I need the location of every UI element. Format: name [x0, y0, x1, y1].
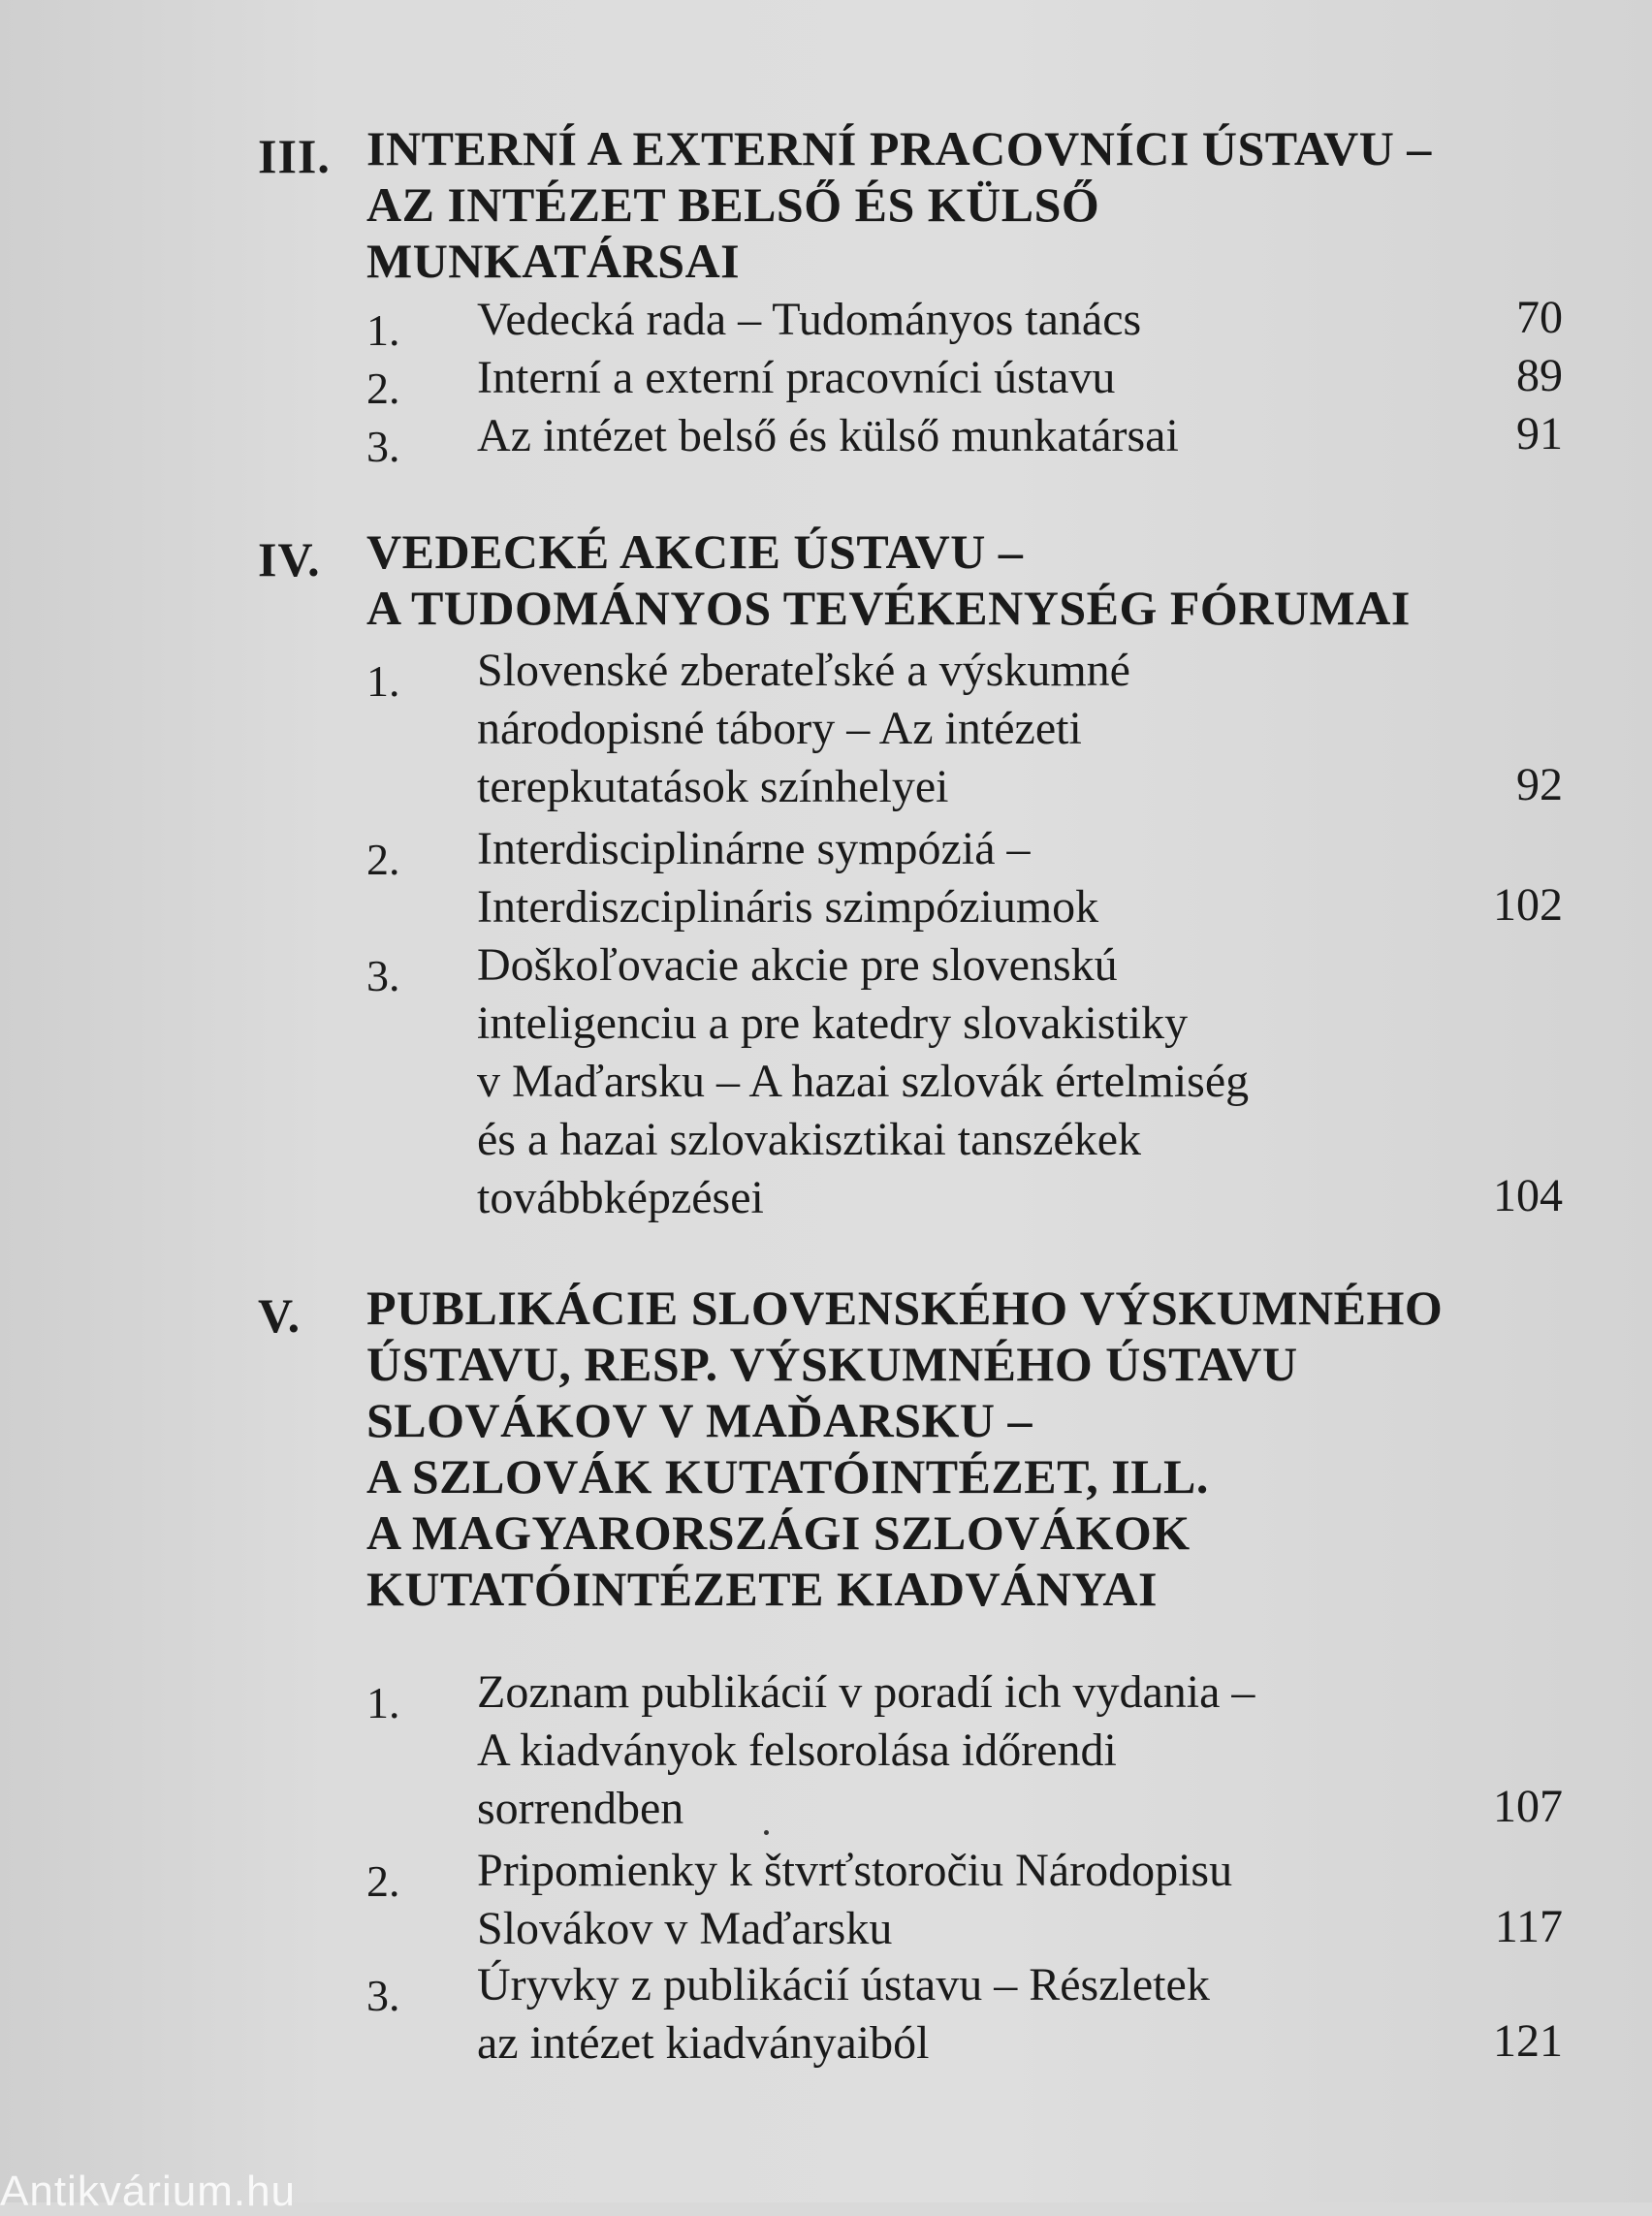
- entry-title-line: Interní a externí pracovníci ústavu: [477, 352, 1116, 403]
- heading-line: A SZLOVÁK KUTATÓINTÉZET, ILL.: [366, 1449, 1209, 1504]
- entry-title-line: Interdiszciplináris szimpóziumok: [477, 881, 1099, 933]
- entry-number: 3.: [366, 422, 400, 471]
- entry-page-number: 107: [1493, 1781, 1563, 1832]
- entry-page-number: 104: [1493, 1170, 1563, 1221]
- entry-number: 1.: [366, 1678, 400, 1727]
- entry-title: [477, 936, 1446, 1227]
- entry-number: 1.: [366, 656, 400, 706]
- heading-line: MUNKATÁRSAI: [366, 234, 741, 288]
- section-heading: [366, 1280, 1578, 1617]
- entry-title: [477, 407, 1446, 465]
- section-heading: [366, 120, 1578, 289]
- entry-title-line: Az intézet belső és külső munkatársai: [477, 410, 1179, 461]
- heading-line: ÚSTAVU, RESP. VÝSKUMNÉHO ÚSTAVU: [366, 1337, 1298, 1391]
- entry-number: 1.: [366, 305, 400, 355]
- entry-page-number: 117: [1494, 1901, 1563, 1952]
- entry-title: [477, 1663, 1446, 1838]
- entry-page-number: 91: [1516, 408, 1563, 459]
- heading-line: A TUDOMÁNYOS TEVÉKENYSÉG FÓRUMAI: [366, 581, 1411, 635]
- entry-page-number: 121: [1493, 2015, 1563, 2067]
- heading-line: SLOVÁKOV V MAĎARSKU –: [366, 1393, 1032, 1447]
- entry-title-line: Vedecká rada – Tudományos tanács: [477, 294, 1142, 345]
- watermark-text: Antikvárium.hu: [0, 2168, 297, 2215]
- entry-title-line: terepkutatások színhelyei: [477, 761, 949, 812]
- heading-line: A MAGYARORSZÁGI SZLOVÁKOK: [366, 1505, 1191, 1560]
- entry-page-number: 92: [1516, 759, 1563, 810]
- heading-line: VEDECKÉ AKCIE ÚSTAVU –: [366, 524, 1024, 579]
- entry-title-line: Zoznam publikácií v poradí ich vydania –: [477, 1666, 1255, 1718]
- entry-title: [477, 291, 1446, 349]
- entry-title: [477, 642, 1446, 816]
- entry-number: 3.: [366, 951, 400, 1000]
- entry-title-line: az intézet kiadványaiból: [477, 2017, 930, 2069]
- entry-title-line: inteligenciu a pre katedry slovakistiky: [477, 997, 1189, 1049]
- heading-line: KUTATÓINTÉZETE KIADVÁNYAI: [366, 1562, 1158, 1616]
- entry-title-line: Slovákov v Maďarsku: [477, 1903, 893, 1954]
- entry-title: [477, 1956, 1446, 2073]
- section-numeral: V.: [258, 1288, 302, 1343]
- entry-title-line: Úryvky z publikácií ústavu – Részletek: [477, 1959, 1210, 2010]
- entry-title: [477, 1842, 1446, 1958]
- entry-page-number: 89: [1516, 350, 1563, 401]
- entry-number: 2.: [366, 835, 400, 884]
- ink-speck: [764, 1830, 769, 1835]
- entry-number: 2.: [366, 1856, 400, 1906]
- entry-title: [477, 820, 1446, 936]
- entry-page-number: 102: [1493, 879, 1563, 931]
- entry-title-line: A kiadványok felsorolása időrendi: [477, 1725, 1117, 1776]
- entry-title-line: v Maďarsku – A hazai szlovák értelmiség: [477, 1056, 1250, 1107]
- section-heading: [366, 523, 1578, 636]
- entry-title-line: národopisné tábory – Az intézeti: [477, 703, 1082, 754]
- entry-title-line: sorrendben: [477, 1783, 684, 1834]
- section-numeral: III.: [258, 129, 331, 183]
- section-numeral: IV.: [258, 532, 321, 586]
- entry-number: 3.: [366, 1971, 400, 2020]
- entry-title-line: továbbképzései: [477, 1172, 764, 1223]
- entry-title: [477, 349, 1446, 407]
- entry-title-line: Pripomienky k štvrťstoročiu Národopisu: [477, 1845, 1233, 1896]
- entry-title-line: és a hazai szlovakisztikai tanszékek: [477, 1114, 1142, 1165]
- heading-line: PUBLIKÁCIE SLOVENSKÉHO VÝSKUMNÉHO: [366, 1281, 1444, 1335]
- entry-title-line: Doškoľovacie akcie pre slovenskú: [477, 939, 1118, 991]
- entry-page-number: 70: [1516, 292, 1563, 343]
- heading-line: AZ INTÉZET BELSŐ ÉS KÜLSŐ: [366, 177, 1100, 232]
- entry-title-line: Interdisciplinárne sympóziá –: [477, 823, 1031, 874]
- heading-line: INTERNÍ A EXTERNÍ PRACOVNÍCI ÚSTAVU –: [366, 121, 1432, 175]
- entry-title-line: Slovenské zberateľské a výskumné: [477, 645, 1130, 696]
- entry-number: 2.: [366, 364, 400, 413]
